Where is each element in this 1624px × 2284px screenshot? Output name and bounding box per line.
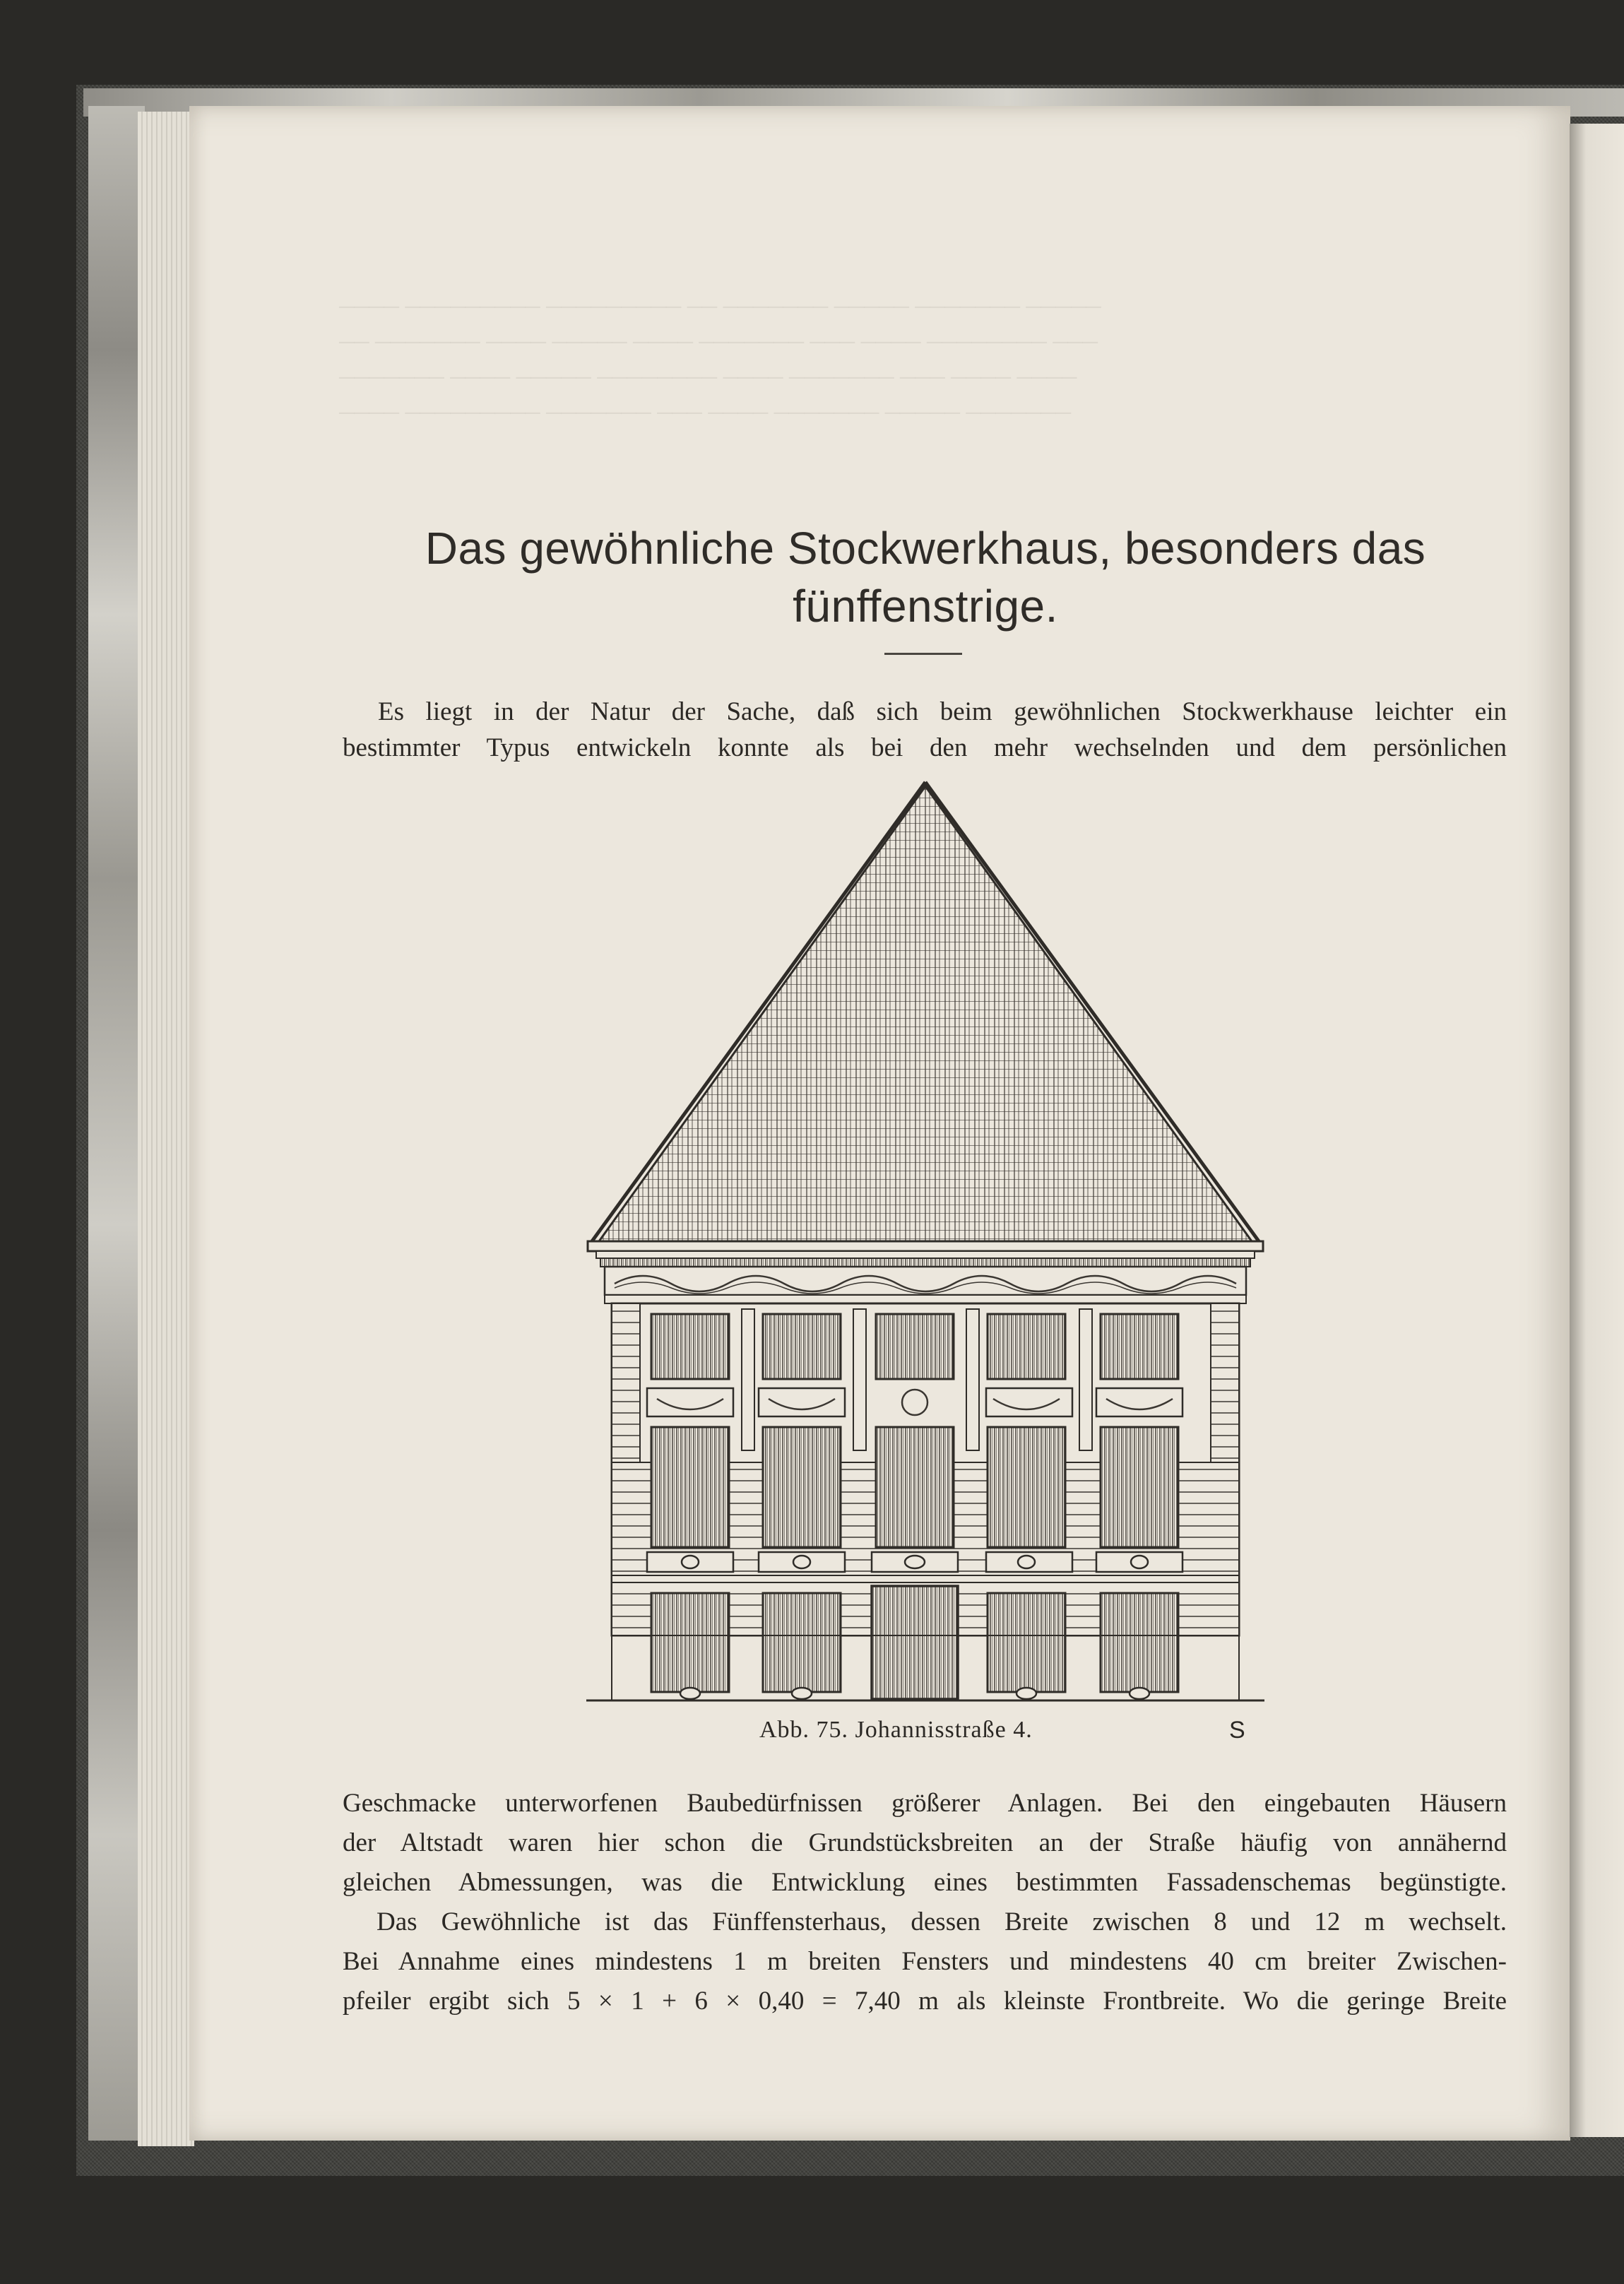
body-line-6: pfeiler ergibt sich 5 × 1 + 6 × 0,40 = 7,40 m als kleinste Frontbreite. Wo die geringe Breite — [343, 1987, 1507, 2016]
body-line-1: Geschmacke unterworfenen Baubedürfnissen größerer Anlagen. Bei den eingebauten Häusern — [343, 1789, 1507, 1818]
cornice — [588, 1241, 1263, 1251]
heading-rule — [884, 653, 962, 655]
intro-line-1: Es liegt in der Natur der Sache, daß sich beim gewöhnlichen Stockwerkhause leichter ein — [378, 697, 1507, 726]
heading-line-1: Das gewöhnliche Stockwerkhaus, besonders das — [425, 523, 1426, 574]
page-edges — [138, 112, 194, 2146]
body-paragraph — [343, 1784, 1507, 2021]
facade-illustration — [586, 781, 1264, 1703]
intro-line-2: bestimmter Typus entwickeln konnte als bei den mehr wechselnden und dem persönlichen — [343, 733, 1507, 762]
body-line-2: der Altstadt waren hier schon die Grundstücksbreiten an der Straße häufig von annähernd — [343, 1828, 1507, 1857]
roof — [599, 786, 1252, 1241]
marbled-endpaper-left — [88, 106, 145, 2141]
facing-page-edge — [1570, 124, 1624, 2137]
section-heading — [367, 519, 1483, 635]
body-line-5: Bei Annahme eines mindestens 1 m breiten Fensters und mindestens 40 cm breiter Zwischen- — [343, 1947, 1507, 1976]
figure-caption: Abb. 75. Johannisstraße 4. — [759, 1717, 1033, 1743]
heading-line-2: fünffenstrige. — [793, 581, 1058, 632]
figure-mark: S — [1229, 1717, 1245, 1744]
bleed-through: ──── ───────── ───────── ── ─────── ───── ─────── ───── ── ─────── ──── ───── ──── ─────── ─── ──── ──────── ─── ─────── ──── ───── ──────── ──── ─────── ─── ──── ──── ──── ───────── ─────── ─── ──── ─────── ───── ─────── — [339, 295, 1101, 425]
front-door — [872, 1586, 958, 1699]
body-line-4: Das Gewöhnliche ist das Fünffensterhaus, dessen Breite zwischen 8 und 12 m wechselt. — [377, 1907, 1507, 1936]
intro-paragraph — [343, 694, 1507, 766]
body-line-3: gleichen Abmessungen, was die Entwicklung eines bestimmten Fassadenschemas begünstigte. — [343, 1868, 1507, 1897]
